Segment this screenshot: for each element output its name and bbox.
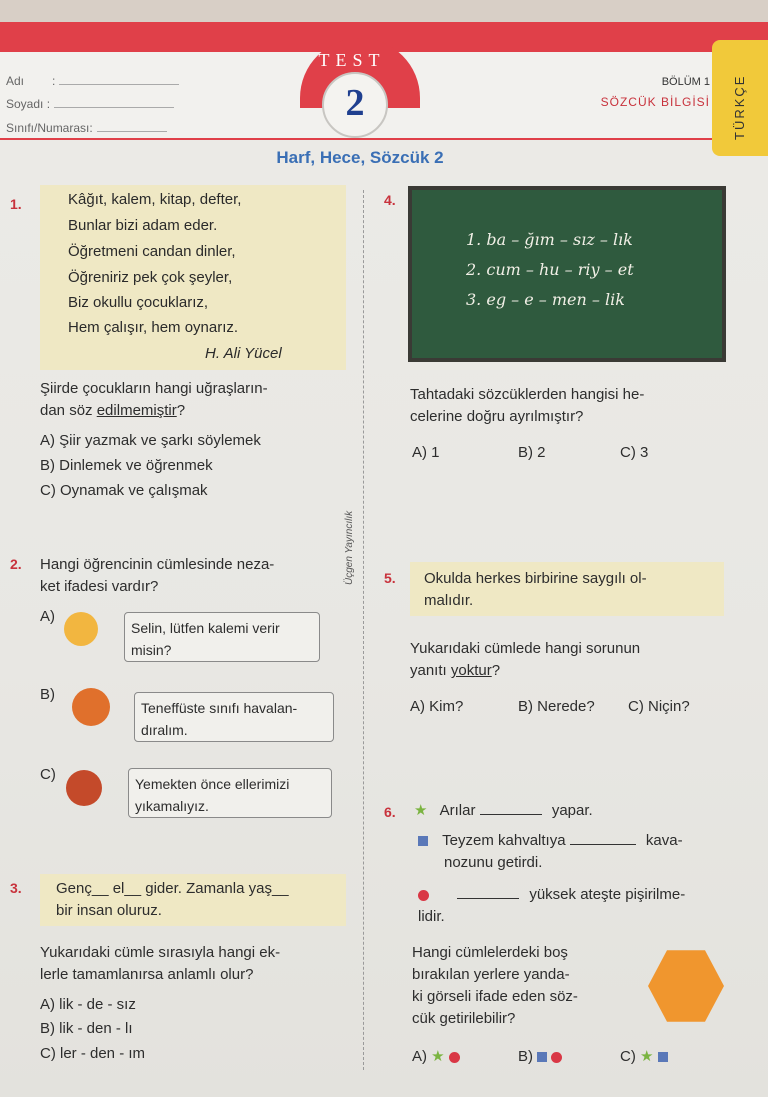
- q5-option-b[interactable]: B) Nerede?: [518, 698, 595, 715]
- q6-line2-start: Teyzem kahvaltıya: [442, 832, 566, 849]
- q6-option-b-label: B): [518, 1048, 533, 1065]
- q2-option-a-label[interactable]: A): [40, 608, 55, 625]
- q2-number: 2.: [10, 556, 22, 572]
- q6-option-c[interactable]: [620, 1046, 668, 1068]
- q6-question-line: cük getirilebilir?: [412, 1010, 516, 1027]
- q3-sentence-line2: bir insan oluruz.: [56, 902, 162, 919]
- q3-option-b[interactable]: B) lik - den - lı: [40, 1020, 133, 1037]
- q2-bubble-c-line1: Yemekten önce ellerimizi: [135, 776, 290, 792]
- square-icon: [418, 836, 428, 846]
- star-icon: ★: [640, 1048, 654, 1065]
- q6-line1: [414, 800, 593, 822]
- q5-question-line1: Yukarıdaki cümlede hangi sorunun: [410, 640, 641, 657]
- q1-question-line2a: dan söz: [40, 402, 97, 419]
- q6-question-line: Hangi cümlelerdeki boş: [412, 944, 568, 961]
- publisher-label: Üçgen Yayıncılık: [344, 510, 355, 585]
- q3-option-c[interactable]: C) ler - den - ım: [40, 1045, 146, 1062]
- q2-bubble-a: [124, 612, 320, 662]
- q5-question-end: ?: [491, 662, 501, 679]
- surname-field[interactable]: [6, 97, 174, 111]
- q1-number: 1.: [10, 196, 22, 212]
- q5-question: [410, 638, 640, 682]
- q2-option-b-label[interactable]: B): [40, 686, 55, 703]
- class-number-label: Sınıfı/Numarası:: [6, 121, 93, 135]
- q4-option-c[interactable]: C) 3: [620, 444, 649, 461]
- q3-sentence: [56, 878, 289, 922]
- class-number-field[interactable]: [6, 121, 167, 135]
- q4-board-line: 1. ba – ğım – sız – lık: [466, 230, 633, 249]
- boy-illustration-icon: [64, 612, 98, 646]
- q2-bubble-b: [134, 692, 334, 742]
- q6-line3-end: lidir.: [418, 908, 445, 925]
- q4-option-b[interactable]: B) 2: [518, 444, 546, 461]
- q6-line1-end: yapar.: [551, 802, 593, 819]
- q3-question-line1: Yukarıdaki cümle sırasıyla hangi ek-: [40, 944, 281, 961]
- circle-icon: [449, 1052, 460, 1063]
- q3-option-a[interactable]: A) lik - de - sız: [40, 996, 136, 1013]
- q6-option-a[interactable]: [412, 1046, 460, 1068]
- q5-number: 5.: [384, 570, 396, 586]
- q6-line3: [418, 884, 685, 928]
- q2-bubble-c-line2: yıkamalıyız.: [135, 798, 209, 814]
- subject-tab: [712, 40, 768, 156]
- q2-bubble-b-line1: Teneffüste sınıfı havalan-: [141, 700, 298, 716]
- q5-option-a[interactable]: A) Kim?: [410, 698, 464, 715]
- q1-poem-line: Öğreniriz pek çok şeyler,: [68, 269, 233, 286]
- q6-line2-cont: nozunu getirdi.: [444, 854, 543, 871]
- star-icon: ★: [431, 1048, 445, 1065]
- q5-sentence-line2: malıdır.: [424, 592, 474, 609]
- q6-question: [412, 942, 578, 1030]
- q5-question-line2a: yanıtı: [410, 662, 451, 679]
- q2-option-c-label[interactable]: C): [40, 766, 56, 783]
- name-label: Adı: [6, 74, 25, 88]
- section-number: BÖLÜM 1: [661, 76, 710, 88]
- q1-question-end: ?: [176, 402, 186, 419]
- q6-option-c-label: C): [620, 1048, 636, 1065]
- q4-question-line1: Tahtadaki sözcüklerden hangisi he-: [410, 386, 645, 403]
- q6-option-b[interactable]: [518, 1046, 562, 1068]
- q4-number: 4.: [384, 192, 396, 208]
- q6-line1-start: Arılar: [439, 802, 476, 819]
- square-icon: [658, 1052, 668, 1062]
- q4-board-line: 2. cum – hu – riy – et: [466, 260, 634, 279]
- q6-question-line: ki görseli ifade eden söz-: [412, 988, 578, 1005]
- test-label: TEST: [318, 50, 386, 70]
- circle-icon: [418, 890, 429, 901]
- name-field[interactable]: Adı :: [6, 74, 179, 88]
- q4-option-a[interactable]: A) 1: [412, 444, 440, 461]
- q1-question-line1: Şiirde çocukların hangi uğraşların-: [40, 380, 268, 397]
- q2-question: [40, 554, 274, 598]
- q1-poem-line: Bunlar bizi adam eder.: [68, 217, 218, 234]
- q2-bubble-a-line1: Selin, lütfen kalemi verir: [131, 620, 280, 636]
- q2-bubble-b-line2: dıralım.: [141, 722, 188, 738]
- honeycomb-icon: [648, 948, 724, 1024]
- q5-sentence-line1: Okulda herkes birbirine saygılı ol-: [424, 570, 647, 587]
- q4-board-line: 3. eg – e – men – lik: [466, 290, 625, 309]
- q3-question-line2: lerle tamamlanırsa anlamlı olur?: [40, 966, 254, 983]
- q5-question-underlined: yoktur: [450, 662, 492, 679]
- q2-question-line1: Hangi öğrencinin cümlesinde neza-: [40, 556, 275, 573]
- q1-poem-line: Kâğıt, kalem, kitap, defter,: [68, 191, 242, 208]
- q6-option-a-label: A): [412, 1048, 427, 1065]
- q1-option-c[interactable]: C) Oynamak ve çalışmak: [40, 482, 208, 499]
- subject-tab-label: TÜRKÇE: [732, 74, 747, 140]
- q6-line3-start: yüksek ateşte pişirilme-: [529, 886, 686, 903]
- q6-line2: [418, 830, 683, 874]
- q2-bubble-a-line2: misin?: [131, 642, 172, 658]
- q1-author: H. Ali Yücel: [205, 345, 282, 362]
- q4-question: [410, 384, 644, 428]
- test-number: 2: [322, 72, 388, 138]
- q5-sentence: [424, 568, 647, 612]
- star-icon: ★: [414, 802, 428, 819]
- q3-sentence-line1: Genç__ el__ gider. Zamanla yaş__: [56, 880, 289, 897]
- q5-option-c[interactable]: C) Niçin?: [628, 698, 690, 715]
- q1-option-a[interactable]: A) Şiir yazmak ve şarkı söylemek: [40, 432, 261, 449]
- q4-question-line2: celerine doğru ayrılmıştır?: [410, 408, 584, 425]
- page-title: Harf, Hece, Sözcük 2: [276, 148, 444, 167]
- q1-poem-line: Biz okullu çocuklarız,: [68, 294, 209, 311]
- q2-question-line2: ket ifadesi vardır?: [40, 578, 159, 595]
- q3-question: [40, 942, 280, 986]
- q1-option-b[interactable]: B) Dinlemek ve öğrenmek: [40, 457, 213, 474]
- q1-question-underlined: edilmemiştir: [96, 402, 177, 419]
- q6-line2-end: kava-: [645, 832, 683, 849]
- q2-bubble-c: [128, 768, 332, 818]
- circle-icon: [551, 1052, 562, 1063]
- q1-poem-line: Hem çalışır, hem oynarız.: [68, 319, 239, 336]
- top-strip: [0, 0, 768, 22]
- q1-question: [40, 378, 268, 422]
- q6-number: 6.: [384, 804, 396, 820]
- column-divider: [363, 190, 365, 1070]
- section-title: SÖZCÜK BİLGİSİ: [600, 95, 710, 109]
- child-illustration-icon: [66, 770, 102, 806]
- q3-number: 3.: [10, 880, 22, 896]
- square-icon: [537, 1052, 547, 1062]
- q1-poem-line: Öğretmeni candan dinler,: [68, 243, 236, 260]
- q6-question-line: bırakılan yerlere yanda-: [412, 966, 570, 983]
- girl-illustration-icon: [72, 688, 110, 726]
- surname-label: Soyadı :: [6, 97, 51, 111]
